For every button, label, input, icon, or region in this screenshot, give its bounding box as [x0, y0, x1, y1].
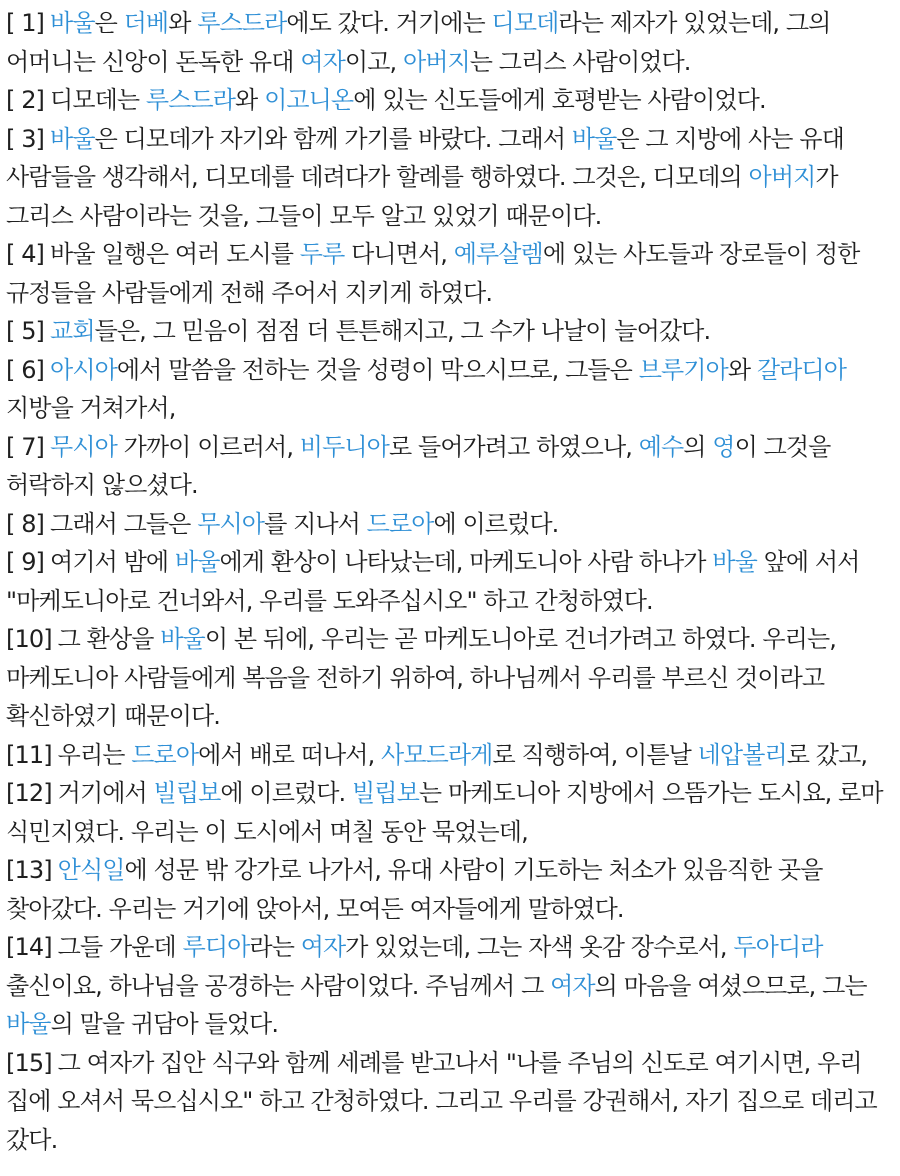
verse-number: [ 5] [6, 317, 45, 345]
verse-text: 는 마케도니아 지방에서 으뜸가는 도시요, 로마 식민지였다. 우리는 이 도시에서 며칠 동안 묵었는데, [6, 779, 883, 846]
highlighted-term[interactable]: 바울 [174, 548, 220, 576]
verse-12 [6, 774, 892, 851]
verse-10 [6, 620, 892, 736]
highlighted-term[interactable]: 빌립보 [153, 779, 221, 807]
verse-text: 로 직행하여, 이튿날 [492, 740, 698, 769]
verse-7 [6, 428, 892, 505]
highlighted-term[interactable]: 브루기아 [638, 355, 728, 384]
highlighted-term[interactable]: 바울 [571, 124, 617, 153]
highlighted-term[interactable]: 갈라디아 [756, 355, 846, 384]
highlighted-term[interactable]: 안식일 [57, 856, 125, 884]
highlighted-term[interactable]: 디모데 [491, 9, 559, 37]
verse-8 [6, 505, 892, 544]
verse-text: 가 있었는데, 그는 자색 옷감 장수로서, [345, 933, 734, 961]
verse-text: 와 [235, 86, 265, 114]
verse-text: 와 [727, 355, 757, 384]
verse-text: 다니면서, [344, 240, 454, 268]
verse-text: 그 여자가 집안 식구와 함께 세례를 받고나서 "나를 주님의 신도로 여기시면, 우리 집에 오셔서 묵으십시오" 하고 간청하였다. 그리고 우리를 강권해서, 자기 집으로 데리고 갔다. [6, 1048, 877, 1154]
verse-text: 여기서 밤에 [50, 548, 175, 576]
verse-text: 가까이 이르러서, [116, 432, 300, 461]
verse-number: [13] [6, 856, 52, 884]
verse-number: [10] [6, 625, 52, 653]
verse-text: 에 이르렀다. [433, 509, 559, 538]
verse-13 [6, 851, 892, 928]
verse-text: 의 [683, 432, 713, 461]
highlighted-term[interactable]: 두아디라 [733, 933, 823, 961]
highlighted-term[interactable]: 영 [712, 432, 735, 461]
verse-text: 디모데는 [50, 86, 146, 114]
highlighted-term[interactable]: 예루살렘 [453, 240, 543, 268]
verse-14 [6, 928, 892, 1044]
verse-text: 에 이르렀다. [220, 779, 353, 807]
verse-text: 의 말을 귀담아 들었다. [50, 1010, 279, 1038]
verse-text: 에 있는 신도들에게 호평받는 사람이었다. [353, 86, 766, 114]
highlighted-term[interactable]: 여자 [550, 971, 595, 1000]
verse-6 [6, 351, 892, 428]
verse-text: 앞에 서서 "마케도니아로 건너와서, 우리를 도와주십시오" 하고 간청하였다. [6, 548, 860, 615]
verse-number: [ 2] [6, 86, 45, 114]
highlighted-term[interactable]: 바울 [6, 1010, 51, 1038]
verse-number: [ 1] [6, 9, 45, 37]
verse-number: [15] [6, 1048, 52, 1077]
verse-11 [6, 736, 892, 775]
verse-number: [11] [6, 740, 52, 769]
verse-text: 이 본 뒤에, 우리는 곧 마케도니아로 건너가려고 하였다. 우리는, 마케도니아 사람들에게 복음을 전하기 위하여, 하나님께서 우리를 부르신 것이라고 확신하였기 때문이다. [6, 625, 836, 730]
verse-text: 출신이요, 하나님을 공경하는 사람이었다. 주님께서 그 [6, 971, 551, 1000]
verse-text: 라는 제자가 있었는데, 그의 어머니는 신앙이 돈독한 유대 [6, 9, 831, 76]
highlighted-term[interactable]: 바울 [712, 548, 757, 576]
verse-text: 들은, 그 믿음이 점점 더 튼튼해지고, 그 수가 나날이 늘어갔다. [94, 317, 711, 345]
highlighted-term[interactable]: 드로아 [366, 509, 434, 538]
verse-text: 그래서 그들은 [50, 509, 198, 538]
verse-text: 로 들어가려고 하였으나, [388, 432, 639, 461]
highlighted-term[interactable]: 아버지 [402, 47, 470, 76]
highlighted-term[interactable]: 빌립보 [352, 779, 419, 807]
verse-text: 그 환상을 [57, 625, 161, 653]
highlighted-term[interactable]: 루스드라 [197, 9, 287, 37]
verse-number: [ 4] [6, 240, 45, 268]
highlighted-term[interactable]: 여자 [300, 47, 345, 76]
highlighted-term[interactable]: 무시아 [197, 509, 265, 538]
verse-text: 에 성문 밖 강가로 나가서, 유대 사람이 기도하는 처소가 있음직한 곳을 찾아갔다. 우리는 거기에 앉아서, 모여든 여자들에게 말하였다. [6, 856, 823, 923]
highlighted-term[interactable]: 바울 [160, 625, 205, 653]
verse-text: 가 그리스 사람이라는 것을, 그들이 모두 알고 있었기 때문이다. [6, 163, 838, 230]
highlighted-term[interactable]: 아버지 [748, 163, 816, 191]
verse-number: [ 7] [6, 432, 45, 461]
highlighted-term[interactable]: 바울 [50, 9, 95, 37]
verse-4 [6, 235, 892, 312]
highlighted-term[interactable]: 드로아 [131, 740, 199, 769]
verse-text: 라는 [249, 933, 301, 961]
verse-text: 는 그리스 사람이었다. [469, 47, 691, 76]
verse-number: [ 9] [6, 548, 45, 576]
verse-text: 와 [168, 9, 198, 37]
verse-number: [ 6] [6, 355, 45, 384]
verse-number: [ 3] [6, 124, 45, 153]
verse-text: 지방을 거쳐가서, [6, 394, 176, 422]
highlighted-term[interactable]: 무시아 [50, 432, 117, 461]
verse-text: 에도 갔다. 거기에는 [286, 9, 492, 37]
verse-3 [6, 120, 892, 236]
verse-text: 이고, [344, 47, 403, 76]
verse-number: [14] [6, 933, 52, 961]
verse-text: 은 디모데가 자기와 함께 가기를 바랐다. 그래서 [94, 124, 572, 153]
highlighted-term[interactable]: 아시아 [50, 355, 117, 384]
verse-text: 바울 일행은 여러 도시를 [50, 240, 300, 268]
verse-text: 에서 말씀을 전하는 것을 성령이 막으시므로, 그들은 [116, 355, 639, 384]
verse-text: 를 지나서 [264, 509, 367, 538]
highlighted-term[interactable]: 사모드라게 [381, 740, 493, 769]
verse-1 [6, 4, 892, 81]
verse-text: 에서 배로 떠나서, [198, 740, 382, 769]
verse-text: 우리는 [57, 740, 132, 769]
highlighted-term[interactable]: 교회 [50, 317, 95, 345]
highlighted-term[interactable]: 이고니온 [264, 86, 354, 114]
highlighted-term[interactable]: 바울 [50, 124, 95, 153]
highlighted-term[interactable]: 네압볼리 [697, 740, 787, 769]
verse-text: 그들 가운데 [57, 933, 183, 961]
verse-text: 이 그것을 허락하지 않으셨다. [6, 432, 831, 499]
verse-number: [ 8] [6, 509, 45, 538]
verse-text: 에 있는 사도들과 장로들이 정한 규정들을 사람들에게 전해 주어서 지키게 하였다. [6, 240, 860, 307]
highlighted-term[interactable]: 더베 [123, 9, 169, 37]
verse-15 [6, 1044, 892, 1160]
highlighted-term[interactable]: 루스드라 [145, 86, 236, 114]
highlighted-term[interactable]: 여자 [300, 933, 346, 961]
verse-text: 거기에서 [57, 779, 154, 807]
highlighted-term[interactable]: 비두니아 [299, 432, 389, 461]
verse-text: 의 마음을 여셨으므로, 그는 [594, 971, 867, 1000]
verse-text: 로 갔고, [786, 740, 868, 769]
highlighted-term[interactable]: 예수 [638, 432, 684, 461]
verse-2 [6, 81, 892, 120]
verse-text: 은 [94, 9, 124, 37]
verse-9 [6, 543, 892, 620]
highlighted-term[interactable]: 루디아 [182, 933, 250, 961]
highlighted-term[interactable]: 두루 [299, 240, 345, 268]
verse-number: [12] [6, 779, 52, 807]
verse-text: 에게 환상이 나타났는데, 마케도니아 사람 하나가 [219, 548, 713, 576]
verse-5 [6, 312, 892, 351]
verse-text: 은 그 지방에 사는 유대 사람들을 생각해서, 디모데를 데려다가 할례를 행하였다. 그것은, 디모데의 [6, 124, 844, 191]
